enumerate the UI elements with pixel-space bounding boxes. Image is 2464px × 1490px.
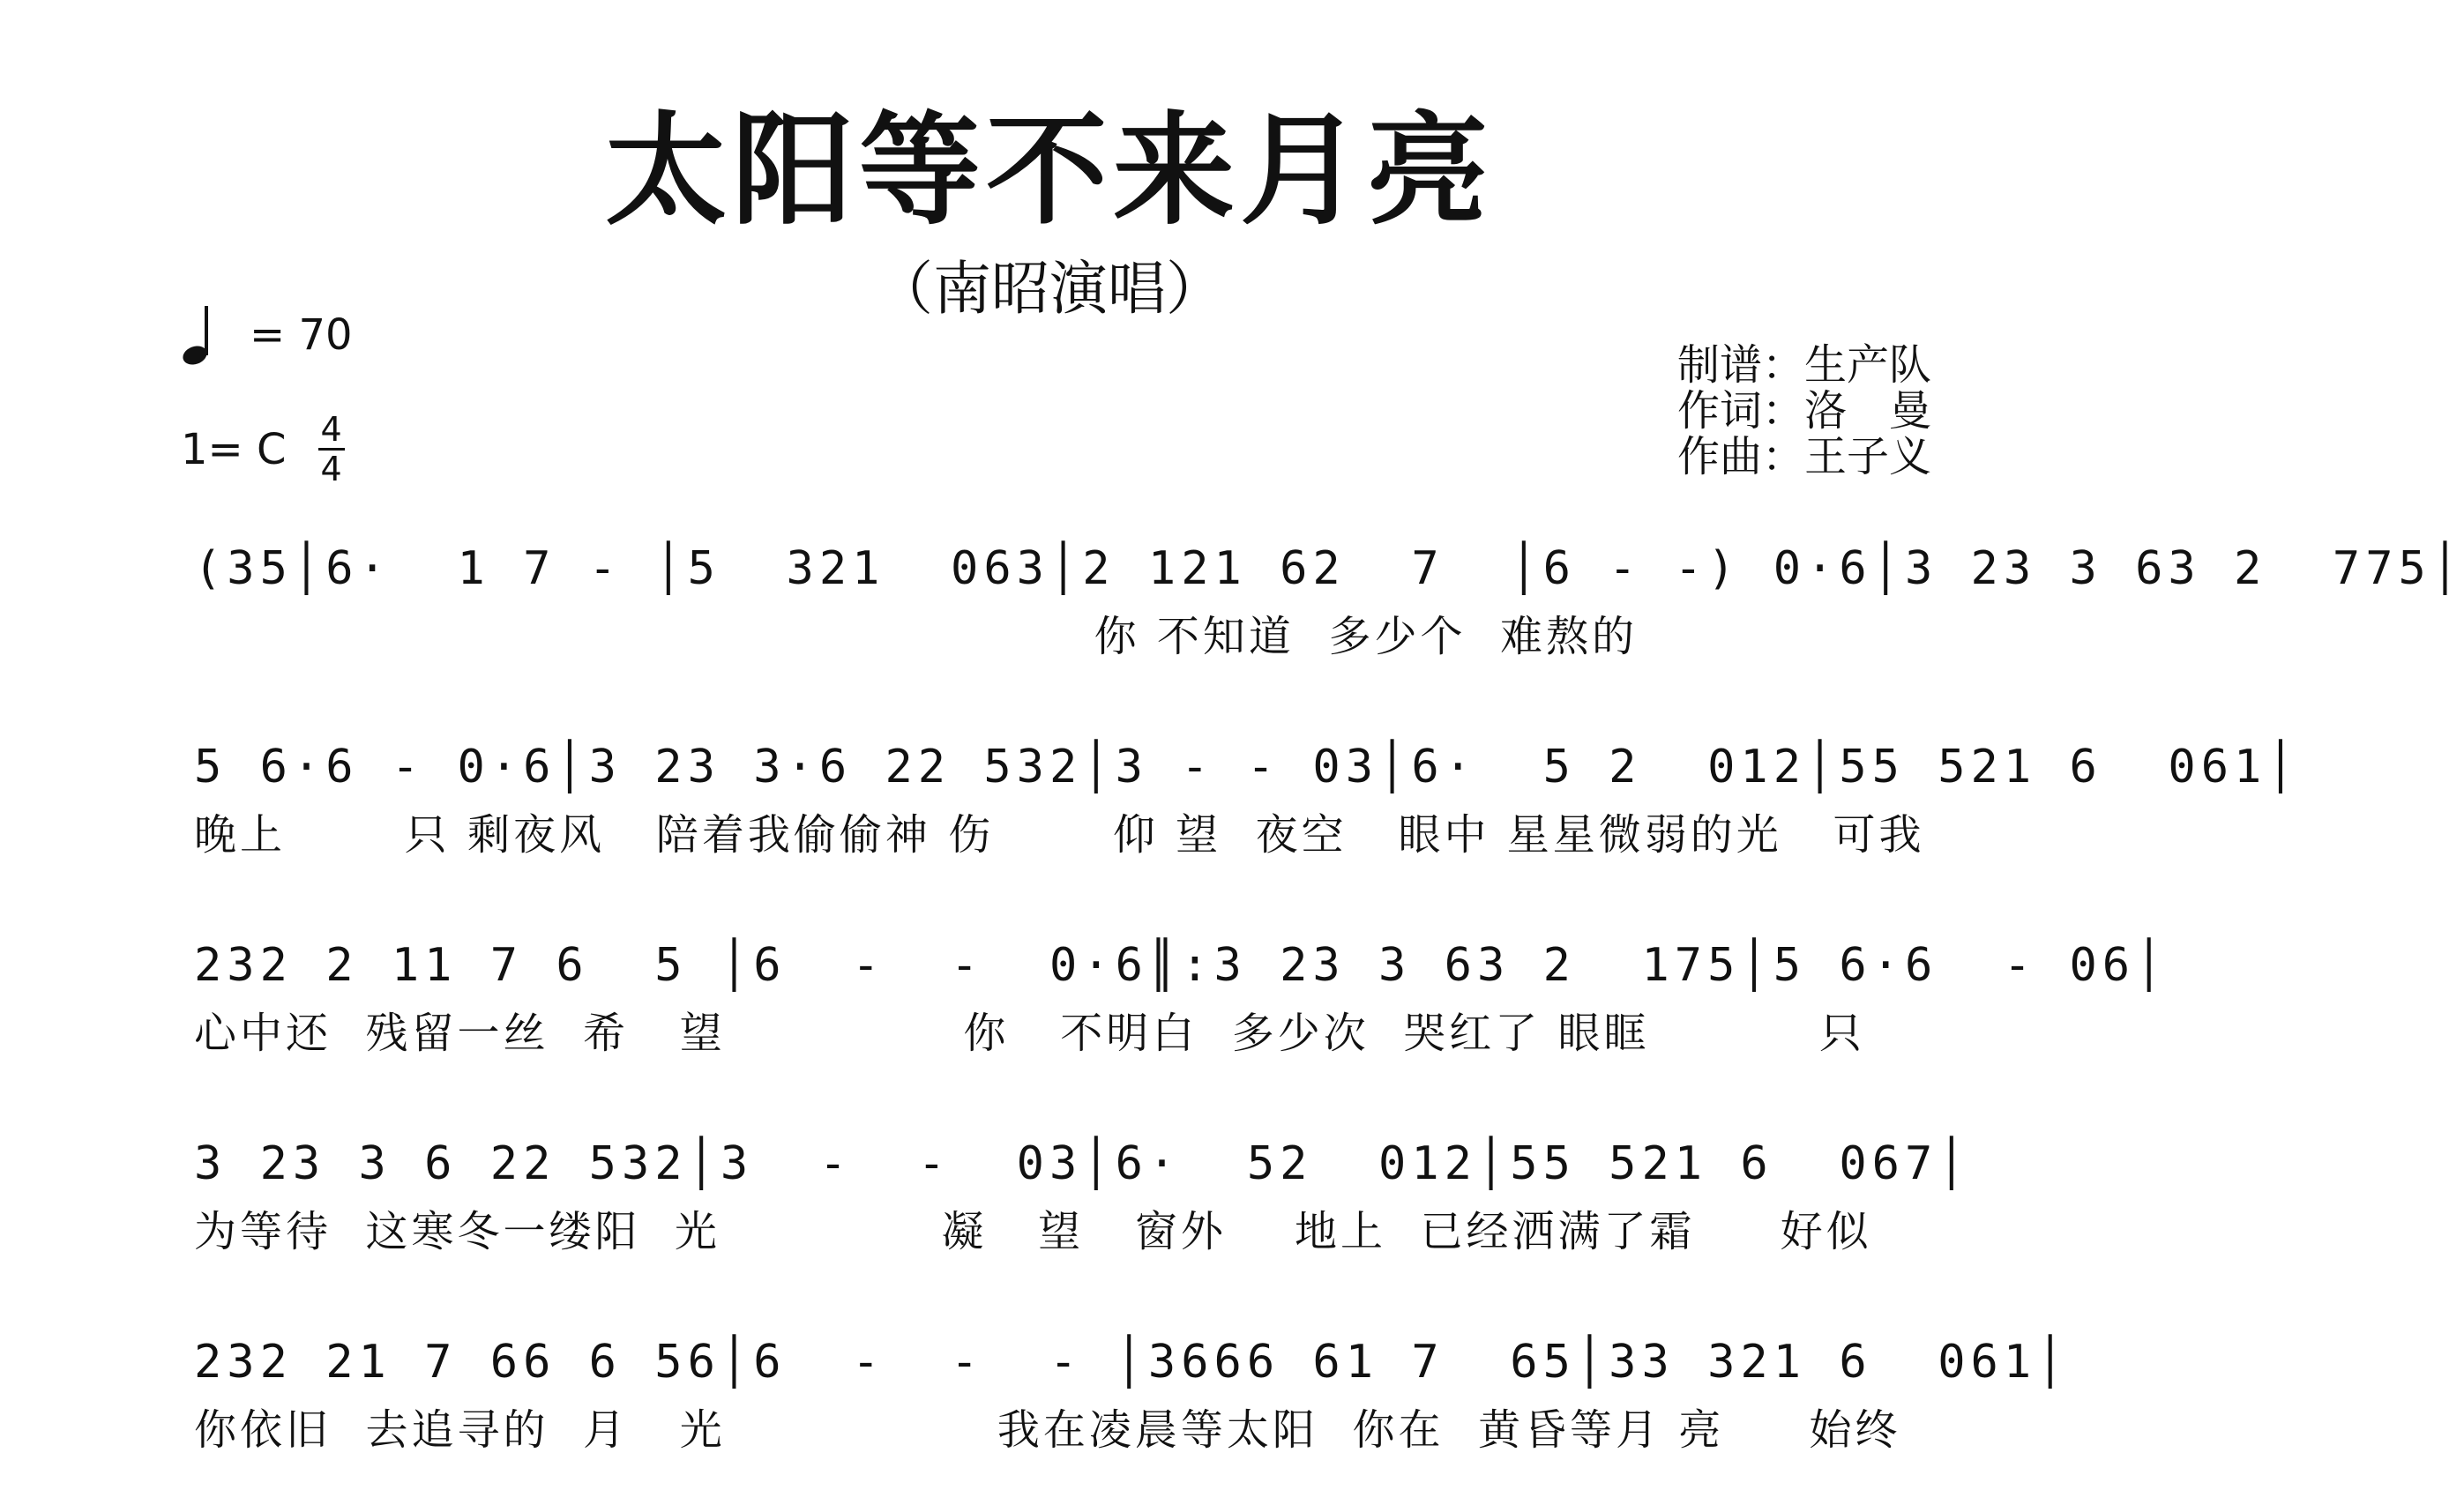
song-title: 太阳等不来月亮 <box>604 100 1494 242</box>
lyrics-line: 你 不知道 多少个 难熬的 <box>194 612 1638 661</box>
lyrics-line: 晚上 只 剩夜风 陪着我偷偷神 伤 仰 望 夜空 眼中 星星微弱的光 可我 <box>194 810 1925 860</box>
score-system-1 <box>194 538 2464 697</box>
song-subtitle: （南昭演唱） <box>875 255 1224 323</box>
tempo-marking <box>181 304 353 366</box>
tempo-text: = 70 <box>250 310 353 360</box>
notes-line: 3 23 3 6 22 532│3 - - 03│6· 52 012│55 521 6 067│ <box>194 1137 1971 1190</box>
score-system-5 <box>194 1331 2070 1490</box>
notes-line: (35│6· 1 7 - │5 321 063│2 121 62 7 │6 - -) 0·6│3 23 3 63 2 775│ <box>194 542 2464 595</box>
notes-line: 232 2 11 7 6 5 │6 - - 0·6║:3 23 3 63 2 175│5 6·6 - 06│ <box>194 939 2169 992</box>
credit-lyricist: 作词：洛 曼 <box>1676 386 1931 436</box>
score-system-2 <box>194 736 2300 895</box>
time-numerator: 4 <box>320 410 342 449</box>
quarter-note-icon <box>181 304 218 366</box>
notes-line: 5 6·6 - 0·6│3 23 3·6 22 532│3 - - 03│6· 5 2 012│55 521 6 061│ <box>194 741 2300 793</box>
score-system-3 <box>194 935 2169 1093</box>
key-signature <box>181 410 345 488</box>
key-text: 1= C <box>181 424 287 474</box>
credits <box>1677 342 1931 480</box>
lyrics-line: 你依旧 去追寻的 月 光 我在凌晨等太阳 你在 黄昏等月 亮 始终 <box>194 1405 1901 1455</box>
score-system-4 <box>194 1133 1971 1292</box>
credit-arranger: 制谱：生产队 <box>1676 340 1931 390</box>
notes-line: 232 21 7 66 6 56│6 - - - │3666 61 7 65│33 321 6 061│ <box>194 1336 2070 1389</box>
time-signature <box>318 410 345 488</box>
time-denominator: 4 <box>320 450 342 488</box>
lyrics-line: 心中还 残留一丝 希 望 你 不明白 多少次 哭红了 眼眶 只 <box>194 1009 1866 1058</box>
lyrics-line: 为等待 这寒冬一缕阳 光 凝 望 窗外 地上 已经洒满了霜 好似 <box>194 1207 1872 1256</box>
credit-composer: 作曲：王子义 <box>1676 432 1931 481</box>
